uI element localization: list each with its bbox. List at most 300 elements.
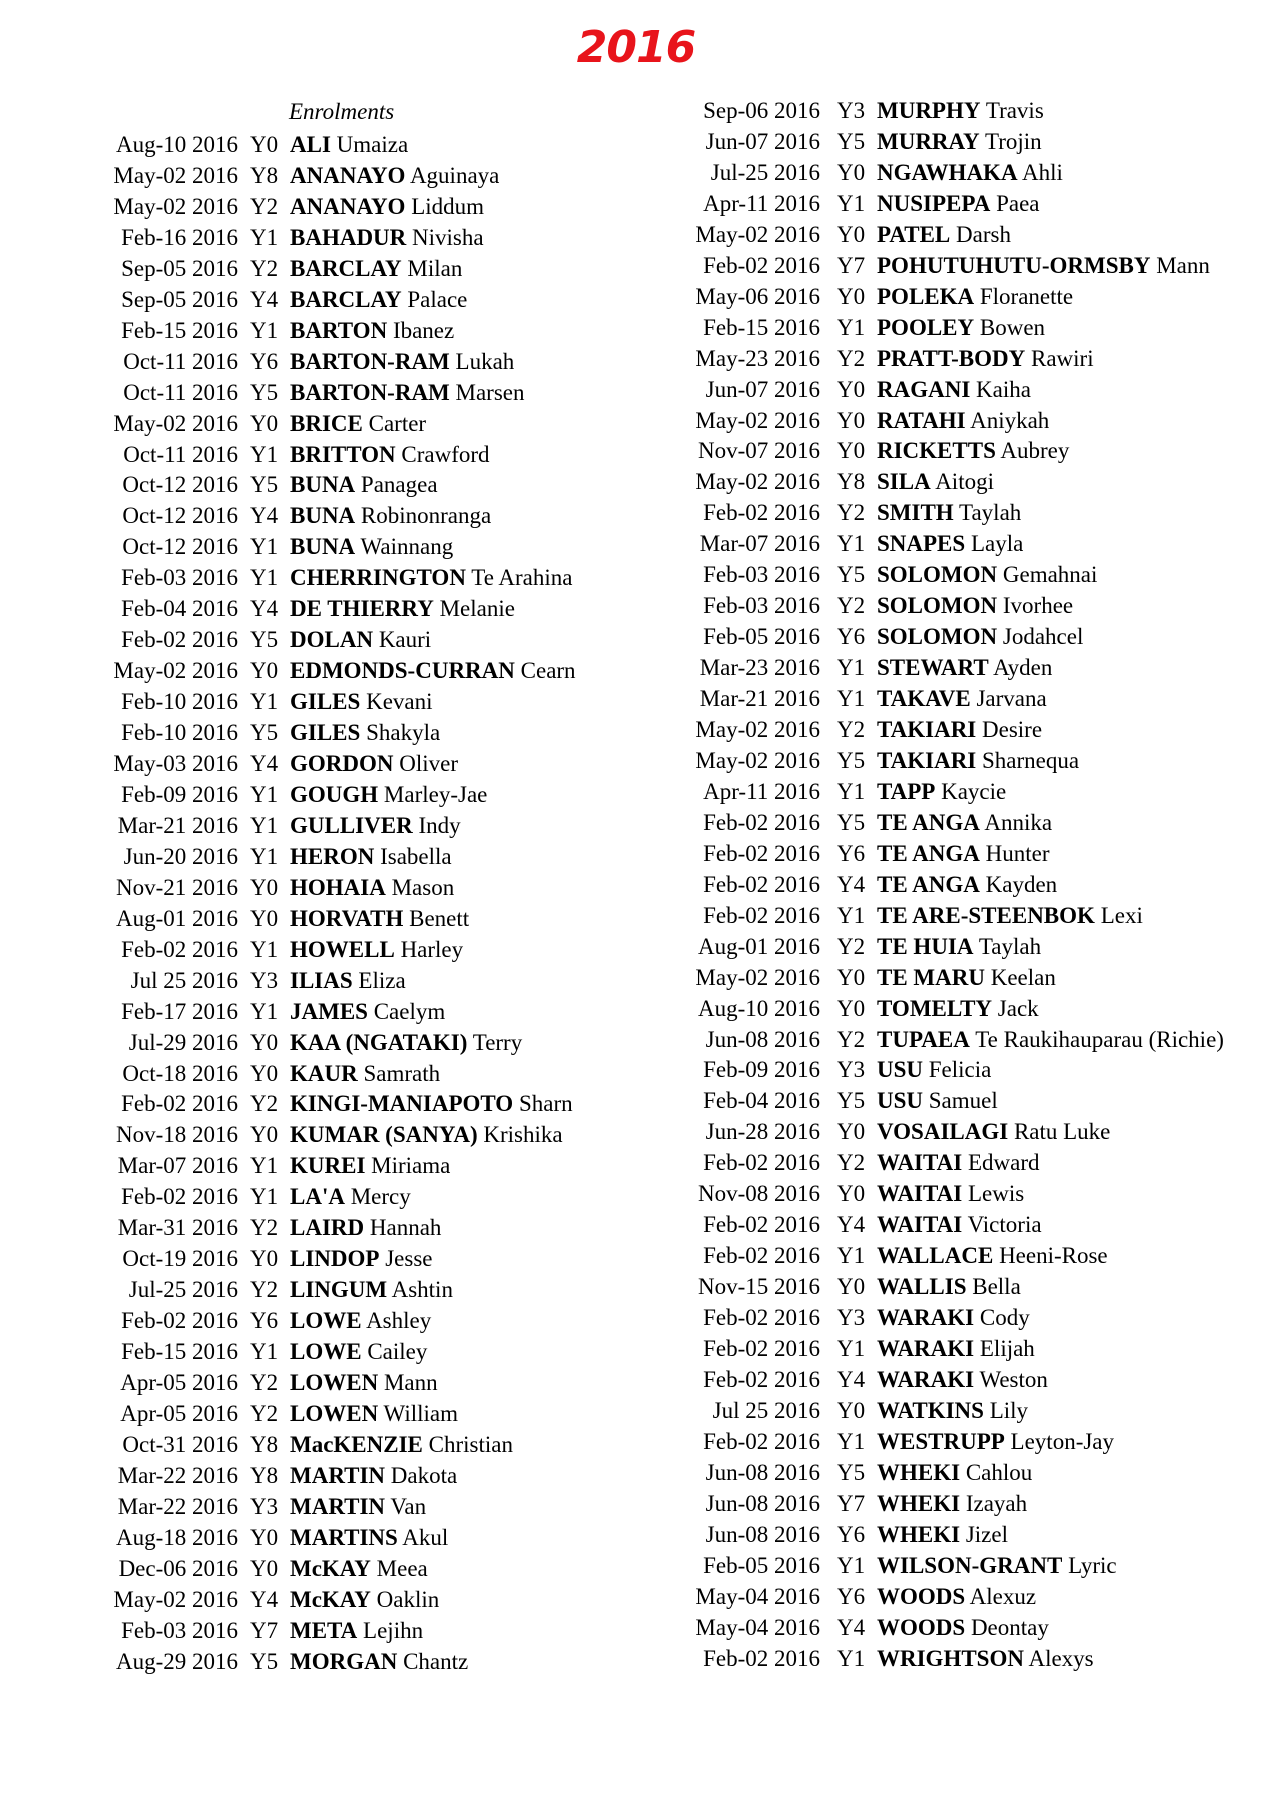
student-given-name: Aitogi: [935, 469, 994, 495]
year-level: Y4: [837, 1614, 866, 1640]
student-surname: TOMELTY: [877, 995, 993, 1021]
student-given-name: Chantz: [403, 1648, 469, 1674]
student-name: [877, 1178, 1024, 1209]
enrolment-date: May-23 2016: [695, 345, 820, 371]
enrolment-row: [640, 1302, 1272, 1333]
student-given-name: Mercy: [350, 1184, 411, 1210]
enrolment-row: [640, 126, 1272, 157]
year-level: Y0: [837, 995, 866, 1021]
student-given-name: Layla: [970, 531, 1024, 557]
enrolment-row: [640, 1643, 1272, 1674]
student-given-name: Ivorhee: [1002, 593, 1074, 619]
enrolment-row: [0, 531, 640, 562]
enrolment-date: Jun-08 2016: [705, 1521, 820, 1547]
year-level: Y0: [250, 410, 279, 436]
student-given-name: Floranette: [979, 283, 1074, 309]
student-given-name: Kauri: [378, 627, 432, 653]
enrolment-row: [640, 1240, 1272, 1271]
enrolment-date: Mar-07 2016: [117, 1153, 238, 1179]
enrolment-date: Mar-21 2016: [117, 812, 238, 838]
enrolment-row: [640, 1209, 1272, 1240]
enrolment-date: Feb-03 2016: [121, 1617, 238, 1643]
enrolment-row: [640, 250, 1272, 281]
enrolment-date: Jul 25 2016: [130, 967, 238, 993]
student-surname: WAITAI: [877, 1212, 963, 1238]
year-level: Y6: [837, 1583, 866, 1609]
enrolment-row: [0, 1429, 640, 1460]
enrolment-row: [0, 1553, 640, 1584]
enrolment-date: Feb-15 2016: [121, 317, 238, 343]
student-surname: MARTIN: [290, 1493, 386, 1519]
student-given-name: Victoria: [967, 1212, 1042, 1238]
student-given-name: Taylah: [978, 933, 1042, 959]
student-surname: CHERRINGTON: [290, 565, 466, 591]
student-name: [877, 1147, 1040, 1178]
student-name: [290, 655, 576, 686]
student-name: [290, 1460, 457, 1491]
enrolment-row: [0, 129, 640, 160]
year-level: Y0: [250, 658, 279, 684]
student-name: [877, 1612, 1049, 1643]
student-given-name: Heeni-Rose: [999, 1243, 1108, 1269]
year-level: Y1: [837, 902, 866, 928]
student-given-name: Oaklin: [376, 1586, 440, 1612]
student-surname: MARTIN: [290, 1462, 386, 1488]
year-level: Y6: [837, 624, 866, 650]
enrolment-row: [0, 903, 640, 934]
enrolment-row: [640, 838, 1272, 869]
enrolment-row: [640, 1519, 1272, 1550]
student-name: [877, 962, 1056, 993]
student-name: [877, 281, 1073, 312]
enrolment-date: Feb-02 2016: [703, 1645, 820, 1671]
enrolment-row: [640, 1271, 1272, 1302]
enrolment-row: [640, 1426, 1272, 1457]
enrolment-date: Feb-02 2016: [703, 1428, 820, 1454]
enrolment-date: Feb-15 2016: [703, 314, 820, 340]
year-level: Y5: [837, 809, 866, 835]
enrolment-row: [0, 284, 640, 315]
enrolment-date: Jul-29 2016: [128, 1029, 238, 1055]
enrolment-row: [0, 1460, 640, 1491]
enrolment-date: Mar-23 2016: [699, 655, 820, 681]
enrolment-row: [0, 1305, 640, 1336]
student-given-name: Mason: [391, 874, 455, 900]
student-name: [290, 469, 438, 500]
year-level: Y1: [250, 1153, 279, 1179]
student-name: [877, 931, 1041, 962]
enrolment-date: Nov-18 2016: [115, 1122, 238, 1148]
year-level: Y0: [837, 221, 866, 247]
student-given-name: Alexys: [1028, 1645, 1094, 1671]
year-level: Y1: [837, 1336, 866, 1361]
student-name: [877, 374, 1031, 405]
enrolment-date: Feb-02 2016: [703, 1366, 820, 1392]
enrolment-date: Feb-05 2016: [703, 1552, 820, 1578]
enrolment-date: Apr-05 2016: [120, 1370, 238, 1395]
student-name: [290, 377, 525, 408]
year-level: Y4: [250, 751, 279, 776]
student-surname: BUNA: [290, 534, 356, 560]
student-name: [290, 1212, 441, 1243]
student-surname: USU: [877, 1057, 924, 1083]
student-name: [290, 686, 433, 717]
student-name: [290, 779, 487, 810]
student-surname: WARAKI: [877, 1336, 975, 1361]
student-given-name: Aubrey: [1000, 438, 1070, 464]
student-given-name: Aniykah: [970, 407, 1050, 433]
student-given-name: Bella: [972, 1274, 1021, 1300]
student-given-name: Mann: [383, 1370, 438, 1395]
student-name: [290, 1584, 439, 1615]
year-level: Y0: [837, 283, 866, 309]
student-name: [877, 1519, 1008, 1550]
student-surname: PRATT-BODY: [877, 345, 1026, 371]
enrolment-row: [0, 562, 640, 593]
enrolment-date: May-02 2016: [113, 193, 238, 219]
student-name: [290, 1274, 453, 1305]
student-surname: STEWART: [877, 655, 989, 681]
enrolment-date: Oct-18 2016: [122, 1060, 238, 1086]
enrolment-row: [0, 717, 640, 748]
student-name: [877, 1395, 1028, 1426]
enrolment-date: Feb-02 2016: [703, 1150, 820, 1176]
student-name: [877, 435, 1069, 466]
student-name: [290, 1615, 423, 1646]
year-level: Y2: [837, 593, 866, 619]
student-name: [877, 1302, 1030, 1333]
student-given-name: Kaycie: [941, 778, 1007, 804]
enrolment-row: [0, 748, 640, 779]
year-level: Y0: [250, 874, 279, 900]
student-name: [877, 1550, 1117, 1581]
year-level: Y2: [250, 255, 279, 281]
student-name: [877, 1024, 1224, 1055]
enrolment-date: Feb-04 2016: [121, 596, 238, 622]
student-surname: McKAY: [290, 1586, 371, 1612]
year-level: Y8: [250, 1462, 279, 1488]
student-given-name: Liddum: [411, 193, 485, 219]
enrolment-row: [0, 1367, 640, 1398]
enrolment-date: Feb-02 2016: [703, 871, 820, 897]
year-level: Y0: [837, 407, 866, 433]
student-surname: WAITAI: [877, 1150, 963, 1176]
enrolment-row: [640, 188, 1272, 219]
year-level: Y0: [837, 376, 866, 402]
student-surname: POHUTUHUTU-ORMSBY: [877, 252, 1151, 278]
student-name: [290, 1429, 513, 1460]
enrolment-date: Oct-31 2016: [122, 1431, 238, 1457]
student-name: [877, 1581, 1036, 1612]
enrolment-row: [640, 652, 1272, 683]
enrolment-date: Oct-12 2016: [122, 534, 238, 560]
year-level: Y1: [837, 190, 866, 216]
student-surname: WALLIS: [877, 1274, 967, 1300]
student-name: [290, 1646, 468, 1677]
student-surname: SOLOMON: [877, 593, 998, 619]
student-name: [877, 1488, 1027, 1519]
year-level: Y1: [250, 1339, 279, 1365]
student-name: [290, 1491, 426, 1522]
student-given-name: Caelym: [373, 998, 446, 1024]
student-name: [877, 1271, 1021, 1302]
student-name: [877, 900, 1143, 931]
year-level: Y1: [837, 531, 866, 557]
enrolment-row: [640, 900, 1272, 931]
year-level: Y1: [250, 936, 279, 962]
enrolment-row: [0, 593, 640, 624]
student-surname: NUSIPEPA: [877, 190, 991, 216]
student-name: [290, 717, 440, 748]
year-level: Y8: [837, 469, 866, 495]
student-name: [290, 439, 490, 470]
enrolment-row: [640, 1550, 1272, 1581]
year-level: Y2: [250, 1370, 279, 1395]
student-given-name: Wainnang: [360, 534, 454, 560]
student-given-name: Sharnequa: [982, 747, 1080, 773]
student-name: [877, 652, 1052, 683]
enrolment-date: Sep-05 2016: [121, 286, 238, 312]
enrolment-row: [640, 374, 1272, 405]
student-name: [877, 621, 1083, 652]
student-name: [877, 1457, 1032, 1488]
enrolment-date: Feb-02 2016: [703, 1305, 820, 1331]
student-given-name: Mann: [1156, 252, 1210, 278]
student-surname: NGAWHAKA: [877, 159, 1018, 185]
student-surname: META: [290, 1617, 358, 1643]
student-surname: PATEL: [877, 221, 951, 247]
student-surname: TAPP: [877, 778, 936, 804]
student-given-name: Lily: [989, 1397, 1029, 1423]
year-level: Y1: [250, 689, 279, 715]
year-level: Y5: [837, 562, 866, 588]
student-surname: SOLOMON: [877, 562, 998, 588]
student-surname: BAHADUR: [290, 224, 407, 250]
enrolment-row: [640, 1178, 1272, 1209]
year-level: Y4: [250, 596, 279, 622]
enrolment-row: [640, 590, 1272, 621]
enrolment-date: Apr-11 2016: [703, 778, 820, 804]
enrolment-row: [640, 1364, 1272, 1395]
enrolment-date: May-02 2016: [695, 717, 820, 742]
year-level: Y5: [837, 747, 866, 773]
student-name: [877, 993, 1039, 1024]
student-name: [877, 559, 1097, 590]
student-given-name: Kayden: [985, 871, 1058, 897]
year-level: Y5: [837, 1459, 866, 1485]
student-name: [290, 1553, 428, 1584]
enrolment-row: [0, 1243, 640, 1274]
enrolment-date: Oct-19 2016: [122, 1246, 238, 1272]
enrolment-row: [0, 1212, 640, 1243]
enrolment-date: May-02 2016: [695, 964, 820, 990]
student-surname: GOUGH: [290, 781, 379, 807]
student-surname: KINGI-MANIAPOTO: [290, 1091, 514, 1117]
student-surname: BRITTON: [290, 441, 396, 467]
student-given-name: Dakota: [390, 1462, 458, 1488]
student-surname: KUMAR (SANYA): [290, 1122, 478, 1148]
enrolment-date: Jul 25 2016: [712, 1397, 820, 1423]
student-given-name: Miriama: [371, 1153, 451, 1179]
year-level: Y0: [837, 1274, 866, 1300]
enrolment-row: [640, 931, 1272, 962]
enrolment-date: Feb-03 2016: [703, 562, 820, 588]
year-level: Y0: [837, 1181, 866, 1207]
student-name: [290, 593, 515, 624]
student-surname: WHEKI: [877, 1521, 961, 1547]
enrolment-date: Feb-15 2016: [121, 1339, 238, 1365]
student-given-name: Felicia: [928, 1057, 992, 1083]
enrolment-row: [640, 528, 1272, 559]
student-surname: MARTINS: [290, 1524, 398, 1550]
year-level: Y2: [837, 1026, 866, 1052]
student-given-name: Gemahnai: [1002, 562, 1098, 588]
enrolment-row: [640, 219, 1272, 250]
student-given-name: Jarvana: [976, 686, 1047, 712]
year-level: Y5: [250, 379, 279, 405]
enrolment-row: [0, 1646, 640, 1677]
year-level: Y1: [837, 686, 866, 712]
student-name: [290, 315, 454, 346]
student-surname: DE THIERRY: [290, 596, 434, 622]
student-given-name: Nivisha: [412, 224, 484, 250]
enrolment-date: Feb-02 2016: [703, 252, 820, 278]
enrolment-date: Oct-11 2016: [123, 379, 238, 405]
student-name: [877, 1240, 1108, 1271]
student-surname: RICKETTS: [877, 438, 996, 464]
student-surname: RATAHI: [877, 407, 966, 433]
year-level: Y5: [250, 472, 279, 498]
student-name: [877, 590, 1073, 621]
enrolment-row: [0, 1119, 640, 1150]
enrolment-row: [0, 315, 640, 346]
enrolment-date: Feb-05 2016: [703, 624, 820, 650]
student-given-name: Ahli: [1022, 159, 1063, 185]
enrolment-row: [0, 996, 640, 1027]
enrolment-date: Feb-09 2016: [121, 781, 238, 807]
year-level: Y0: [250, 1555, 279, 1581]
enrolment-row: [0, 841, 640, 872]
student-name: [290, 841, 452, 872]
year-level: Y1: [837, 1428, 866, 1454]
student-name: [290, 1027, 522, 1058]
enrolment-row: [640, 1054, 1272, 1085]
student-surname: BARCLAY: [290, 286, 402, 312]
enrolment-date: Feb-02 2016: [121, 1184, 238, 1210]
enrolment-row: [640, 621, 1272, 652]
enrolment-row: [0, 1584, 640, 1615]
enrolment-date: May-02 2016: [113, 410, 238, 436]
student-name: [877, 343, 1094, 374]
student-given-name: Cailey: [367, 1339, 428, 1365]
enrolment-row: [0, 1398, 640, 1429]
student-name: [877, 528, 1023, 559]
enrolment-date: Feb-02 2016: [703, 840, 820, 866]
enrolment-date: Feb-02 2016: [121, 627, 238, 653]
enrolment-row: [640, 95, 1272, 126]
enrolment-date: Aug-10 2016: [115, 132, 238, 157]
student-given-name: Leyton-Jay: [1010, 1428, 1115, 1454]
enrolment-date: Feb-10 2016: [121, 720, 238, 746]
year-level: Y1: [250, 224, 279, 250]
student-given-name: Weston: [979, 1366, 1048, 1392]
student-surname: JAMES: [290, 998, 368, 1024]
enrolment-date: May-02 2016: [113, 658, 238, 684]
student-surname: KAA (NGATAKI): [290, 1029, 468, 1055]
enrolment-row: [0, 1615, 640, 1646]
student-given-name: Krishika: [483, 1122, 563, 1148]
student-given-name: Edward: [967, 1150, 1040, 1176]
year-level: Y6: [837, 1521, 866, 1547]
enrolment-date: Nov-08 2016: [697, 1181, 820, 1207]
enrolment-date: Feb-09 2016: [703, 1057, 820, 1083]
student-given-name: Eliza: [358, 967, 406, 993]
student-surname: MURRAY: [877, 128, 980, 154]
enrolment-row: [640, 1333, 1272, 1364]
student-surname: WOODS: [877, 1614, 966, 1640]
student-given-name: Akul: [402, 1524, 449, 1550]
enrolment-row: [640, 683, 1272, 714]
enrolment-row: [0, 1491, 640, 1522]
enrolment-row: [0, 810, 640, 841]
student-name: [877, 1116, 1110, 1147]
student-name: [290, 1398, 458, 1429]
year-level: Y0: [250, 1524, 279, 1550]
enrolment-date: Aug-10 2016: [697, 995, 820, 1021]
student-surname: SOLOMON: [877, 624, 998, 650]
student-surname: GILES: [290, 720, 361, 746]
student-given-name: Marley-Jae: [383, 781, 488, 807]
enrolment-row: [640, 807, 1272, 838]
student-surname: TUPAEA: [877, 1026, 970, 1052]
student-name: [877, 1426, 1114, 1457]
year-level: Y1: [837, 778, 866, 804]
enrolment-row: [640, 714, 1272, 745]
enrolment-date: Aug-01 2016: [115, 905, 238, 931]
enrolment-row: [640, 776, 1272, 807]
student-given-name: Panagea: [360, 472, 438, 498]
student-surname: TAKIARI: [877, 717, 977, 742]
enrolment-row: [0, 160, 640, 191]
enrolment-row: [0, 1027, 640, 1058]
year-level: Y0: [250, 1060, 279, 1086]
enrolment-date: Dec-06 2016: [118, 1555, 238, 1581]
enrolment-row: [640, 962, 1272, 993]
enrolment-row: [0, 346, 640, 377]
enrolment-date: Feb-02 2016: [703, 1212, 820, 1238]
student-surname: DOLAN: [290, 627, 374, 653]
student-name: [290, 408, 426, 439]
enrolment-row: [640, 1457, 1272, 1488]
year-level: Y3: [250, 1493, 279, 1519]
student-surname: GILES: [290, 689, 361, 715]
student-given-name: Ashtin: [391, 1277, 453, 1303]
enrolment-row: [0, 253, 640, 284]
year-level: Y1: [837, 1243, 866, 1269]
student-surname: LAIRD: [290, 1215, 365, 1241]
student-name: [290, 253, 462, 284]
year-level: Y2: [837, 345, 866, 371]
year-level: Y2: [250, 1215, 279, 1241]
student-name: [877, 838, 1050, 869]
enrolment-date: Feb-02 2016: [703, 1336, 820, 1361]
student-given-name: Isabella: [380, 843, 452, 869]
enrolment-date: Oct-11 2016: [123, 348, 238, 374]
student-surname: TE ANGA: [877, 840, 980, 866]
year-level: Y0: [250, 1122, 279, 1148]
student-name: [290, 1243, 432, 1274]
student-given-name: Desire: [982, 717, 1043, 742]
